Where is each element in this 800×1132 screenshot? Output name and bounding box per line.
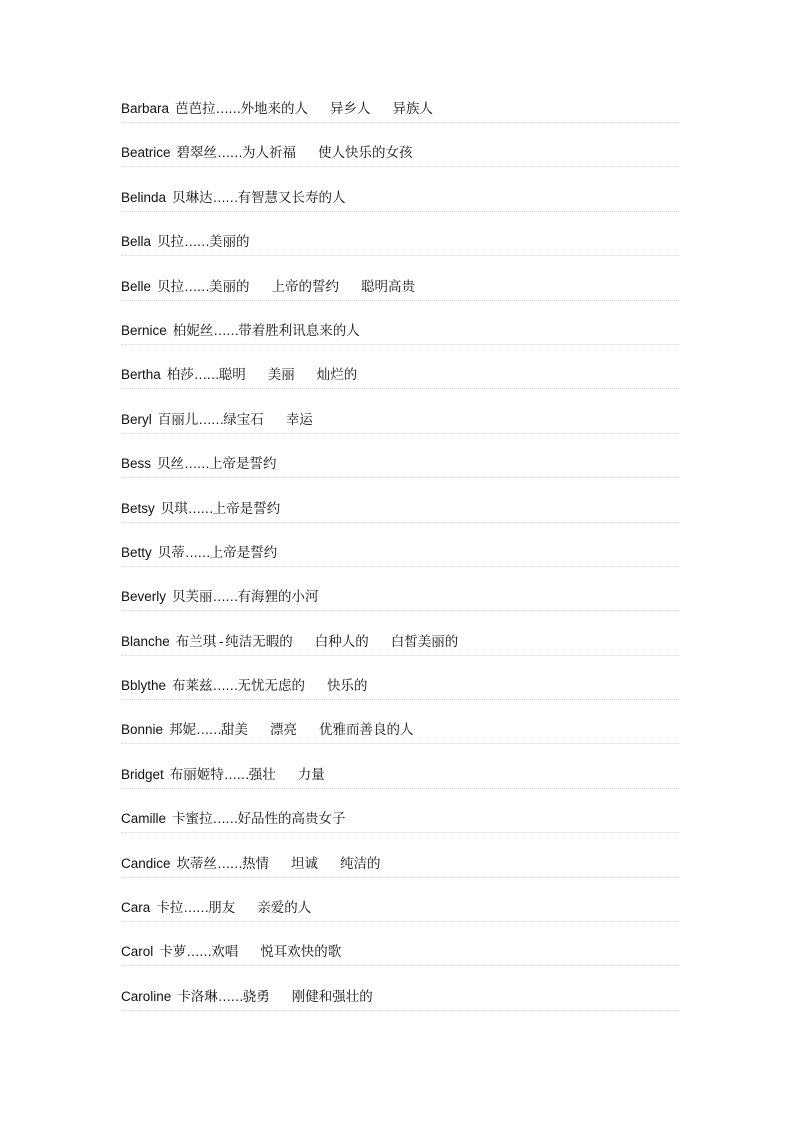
english-name: Bernice xyxy=(121,322,167,338)
meaning-text: 美丽的 xyxy=(209,234,250,250)
name-entry xyxy=(121,276,679,320)
english-name: Bridget xyxy=(121,766,164,782)
separator: …… xyxy=(217,855,243,871)
meaning-text: 纯洁的 xyxy=(340,855,381,871)
meaning-text: 亲爱的人 xyxy=(257,900,312,916)
entry-line xyxy=(121,322,360,340)
entry-line xyxy=(121,278,415,296)
meaning-text: 白皙美丽的 xyxy=(390,633,459,649)
meaning-text: 欢唱 xyxy=(211,944,239,960)
english-name: Cara xyxy=(121,900,151,916)
dotted-rule xyxy=(121,921,679,922)
name-entry xyxy=(121,187,679,231)
entry-line xyxy=(121,810,346,828)
meaning-text: 美丽 xyxy=(267,367,295,383)
dotted-rule xyxy=(121,166,679,167)
meaning-text: 悦耳欢快的歌 xyxy=(260,944,342,960)
chinese-name: 贝丝 xyxy=(157,456,185,473)
meaning-text: 上帝的誓约 xyxy=(271,278,340,294)
entry-line xyxy=(121,544,277,562)
dotted-rule xyxy=(121,1010,679,1011)
meaning-text: 纯洁无暇的 xyxy=(225,633,293,649)
chinese-name: 贝拉 xyxy=(157,234,185,251)
name-entry xyxy=(121,98,679,142)
separator: …… xyxy=(212,189,238,205)
meaning-text: 聪明 xyxy=(218,367,246,383)
entry-line xyxy=(121,100,433,118)
entry-line xyxy=(121,899,311,917)
chinese-name: 柏妮丝 xyxy=(172,322,214,339)
meaning-text: 美丽的 xyxy=(209,278,250,294)
entry-line xyxy=(121,411,313,429)
meaning-text: 快乐的 xyxy=(327,678,368,694)
english-name: Carol xyxy=(121,944,154,960)
english-name: Belle xyxy=(121,278,152,294)
entry-line xyxy=(121,766,325,784)
separator: …… xyxy=(184,544,210,560)
english-name: Blanche xyxy=(121,633,170,649)
meaning-text: 热情 xyxy=(242,855,270,871)
separator: - xyxy=(216,633,226,649)
meaning-text: 漂亮 xyxy=(270,722,298,738)
separator: …… xyxy=(217,988,243,1004)
english-name: Betty xyxy=(121,544,152,560)
english-name: Bertha xyxy=(121,367,161,383)
meaning-text: 好品性的高贵女子 xyxy=(237,811,346,827)
meaning-text: 白种人的 xyxy=(314,633,369,649)
chinese-name: 贝蒂 xyxy=(157,544,185,561)
english-name: Bess xyxy=(121,456,152,472)
chinese-name: 卡洛琳 xyxy=(177,988,218,1005)
meaning-text: 有海狸的小河 xyxy=(237,589,319,605)
meaning-text: 坦诚 xyxy=(291,855,319,871)
dotted-rule xyxy=(121,477,679,478)
entry-line xyxy=(121,988,373,1006)
dotted-rule xyxy=(121,699,679,700)
english-name: Betsy xyxy=(121,500,155,516)
name-entry xyxy=(121,986,679,1030)
name-entry xyxy=(121,231,679,275)
dotted-rule xyxy=(121,122,679,123)
chinese-name: 芭芭拉 xyxy=(175,101,216,117)
meaning-text: 上帝是誓约 xyxy=(212,500,281,516)
meaning-text: 为人祈福 xyxy=(242,145,297,161)
separator: …… xyxy=(212,678,238,694)
meaning-text: 力量 xyxy=(297,766,325,782)
separator: …… xyxy=(212,589,238,605)
entry-line xyxy=(121,588,319,606)
dotted-rule xyxy=(121,877,679,878)
chinese-name: 布莱兹 xyxy=(172,678,213,695)
name-entry xyxy=(121,142,679,186)
english-name: Beryl xyxy=(121,411,152,427)
chinese-name: 百丽儿 xyxy=(157,411,199,428)
english-name: Bella xyxy=(121,234,152,250)
chinese-name: 柏莎 xyxy=(166,367,194,384)
name-entry xyxy=(121,897,679,941)
meaning-text: 刚健和强壮的 xyxy=(291,988,373,1004)
separator: …… xyxy=(183,900,209,916)
separator: …… xyxy=(217,145,243,161)
dotted-rule xyxy=(121,522,679,523)
entry-line xyxy=(121,233,250,251)
name-entry xyxy=(121,409,679,453)
name-entry xyxy=(121,941,679,985)
dotted-rule xyxy=(121,788,679,789)
separator: …… xyxy=(198,411,224,427)
name-entry xyxy=(121,719,679,763)
separator: …… xyxy=(213,322,239,338)
chinese-name: 卡拉 xyxy=(156,900,184,917)
dotted-rule xyxy=(121,965,679,966)
dotted-rule xyxy=(121,211,679,212)
name-entry xyxy=(121,498,679,542)
meaning-text: 聪明高贵 xyxy=(361,278,416,294)
entry-line xyxy=(121,677,368,695)
meaning-text: 灿烂的 xyxy=(316,367,358,383)
entry-line xyxy=(121,455,277,473)
meaning-text: 上帝是誓约 xyxy=(209,456,277,472)
separator: …… xyxy=(187,500,213,516)
chinese-name: 布丽姬特 xyxy=(169,766,224,783)
meaning-text: 无忧无虑的 xyxy=(237,678,306,694)
meaning-text: 外地来的人 xyxy=(240,101,309,116)
separator: …… xyxy=(196,722,222,738)
dotted-rule xyxy=(121,832,679,833)
english-name: Bonnie xyxy=(121,722,164,738)
name-entry xyxy=(121,631,679,675)
entry-line xyxy=(121,943,341,961)
english-name: Barbara xyxy=(121,101,170,116)
english-name: Bblythe xyxy=(121,678,167,694)
english-name: Beatrice xyxy=(121,145,171,161)
english-name: Camille xyxy=(121,811,167,827)
chinese-name: 坎蒂丝 xyxy=(176,855,218,872)
chinese-name: 贝琳达 xyxy=(172,189,213,206)
meaning-text: 使人快乐的女孩 xyxy=(318,145,413,161)
meaning-text: 上帝是誓约 xyxy=(209,544,278,560)
meaning-text: 异族人 xyxy=(392,101,434,116)
dotted-rule xyxy=(121,255,679,256)
meaning-text: 朋友 xyxy=(208,900,236,916)
separator: …… xyxy=(223,766,249,782)
separator: …… xyxy=(212,811,238,827)
separator: …… xyxy=(184,234,210,250)
entry-line xyxy=(121,500,280,518)
entry-line xyxy=(121,144,413,162)
dotted-rule xyxy=(121,300,679,301)
name-entry xyxy=(121,675,679,719)
name-entry xyxy=(121,586,679,630)
entry-line xyxy=(121,721,414,739)
dotted-rule xyxy=(121,344,679,345)
entry-line xyxy=(121,633,458,651)
chinese-name: 贝琪 xyxy=(160,500,188,517)
meaning-text: 有智慧又长寿的人 xyxy=(237,189,346,205)
dotted-rule xyxy=(121,433,679,434)
meaning-text: 甜美 xyxy=(221,722,249,738)
chinese-name: 贝拉 xyxy=(157,278,185,295)
chinese-name: 卡蜜拉 xyxy=(172,811,213,828)
dotted-rule xyxy=(121,655,679,656)
meaning-text: 带着胜利讯息来的人 xyxy=(238,322,360,338)
meaning-text: 幸运 xyxy=(285,411,313,427)
chinese-name: 卡萝 xyxy=(159,944,187,961)
english-name: Caroline xyxy=(121,988,172,1004)
dotted-rule xyxy=(121,566,679,567)
english-name: Candice xyxy=(121,855,171,871)
name-entry xyxy=(121,320,679,364)
separator: …… xyxy=(186,944,212,960)
separator: …… xyxy=(193,367,219,383)
name-entry xyxy=(121,364,679,408)
english-name: Beverly xyxy=(121,589,167,605)
meaning-text: 异乡人 xyxy=(330,101,371,116)
separator: …… xyxy=(184,278,210,294)
name-entry xyxy=(121,542,679,586)
name-entry xyxy=(121,853,679,897)
entry-line xyxy=(121,366,357,384)
chinese-name: 碧翠丝 xyxy=(176,145,218,162)
meaning-text: 优雅而善良的人 xyxy=(319,722,414,738)
dotted-rule xyxy=(121,610,679,611)
name-entry xyxy=(121,808,679,852)
chinese-name: 布兰琪 xyxy=(175,633,217,650)
entry-line xyxy=(121,189,346,207)
chinese-name: 邦妮 xyxy=(169,722,197,739)
meaning-text: 强壮 xyxy=(248,766,276,782)
name-list xyxy=(121,98,679,1030)
name-entry xyxy=(121,764,679,808)
separator: …… xyxy=(215,101,241,116)
chinese-name: 贝芙丽 xyxy=(172,589,213,606)
dotted-rule xyxy=(121,388,679,389)
english-name: Belinda xyxy=(121,189,167,205)
meaning-text: 骁勇 xyxy=(242,988,270,1004)
separator: …… xyxy=(184,456,210,472)
entry-line xyxy=(121,855,381,873)
meaning-text: 绿宝石 xyxy=(223,411,264,427)
name-entry xyxy=(121,453,679,497)
dotted-rule xyxy=(121,743,679,744)
